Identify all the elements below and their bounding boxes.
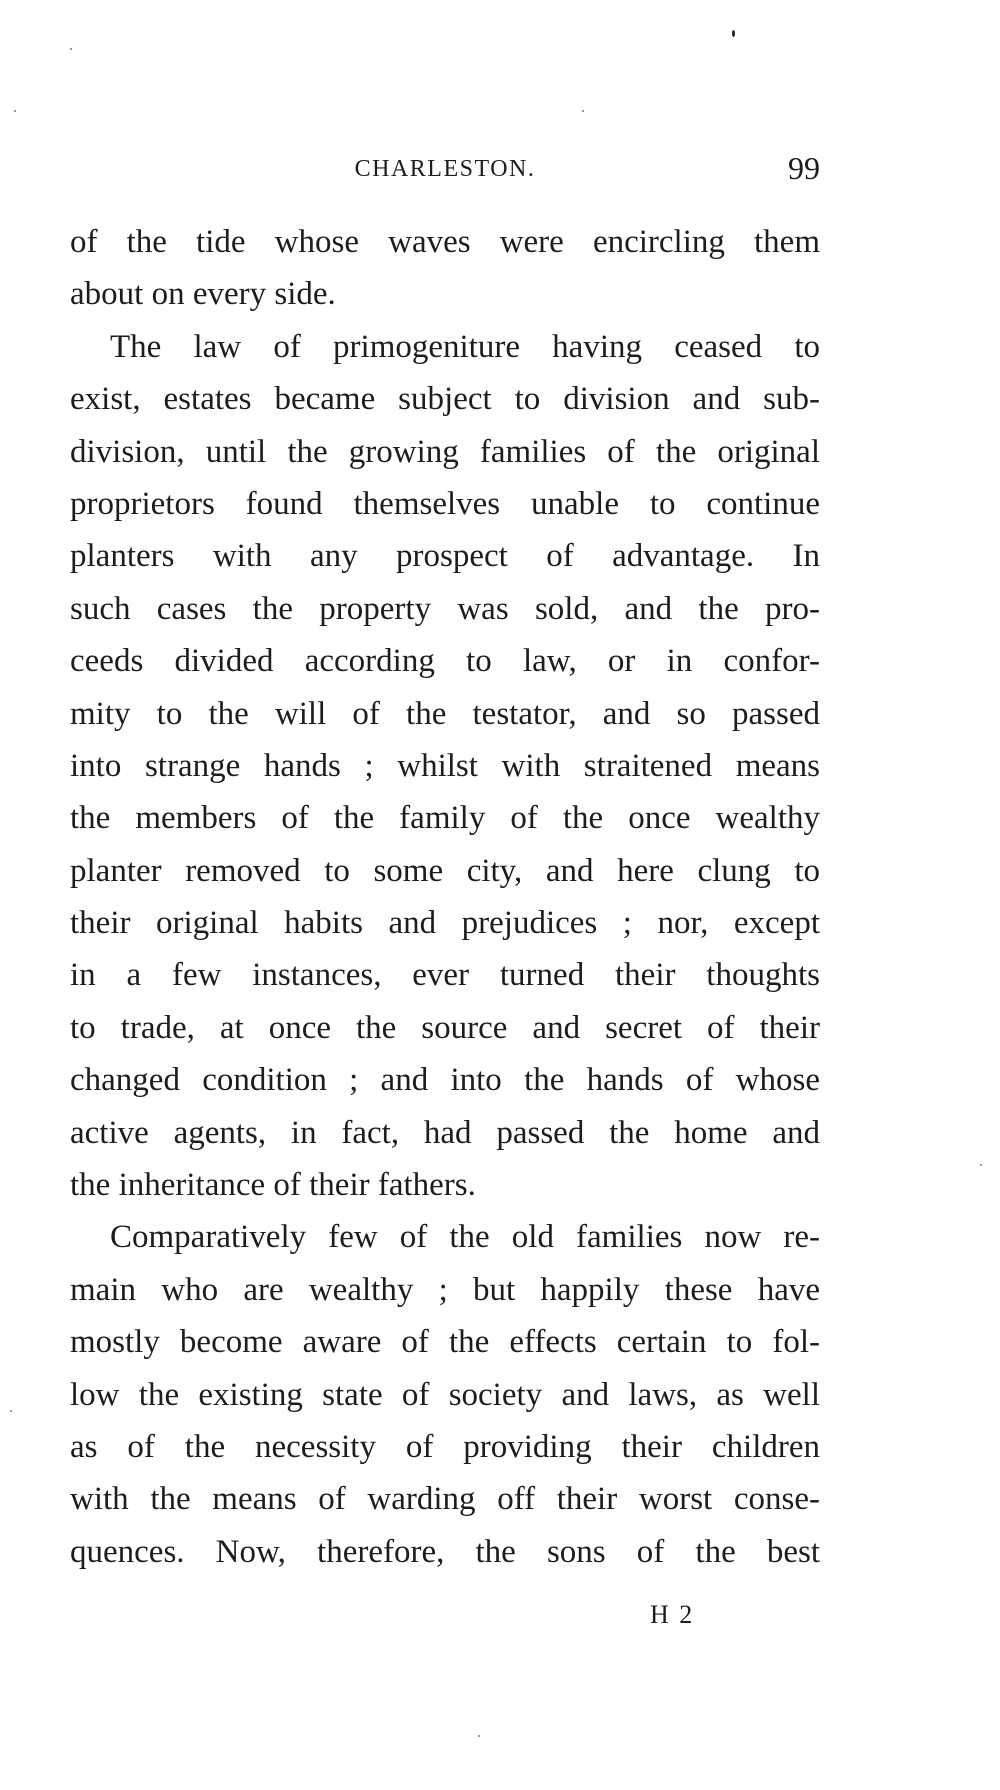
text-line: The law of primogeniture having ceased to bbox=[110, 328, 820, 365]
print-speck bbox=[732, 30, 735, 37]
page-number: 99 bbox=[788, 150, 820, 186]
text-line: division, until the growing families of the original bbox=[70, 433, 820, 470]
paragraph bbox=[70, 321, 820, 1212]
text-line: mostly become aware of the effects certain to fol- bbox=[70, 1324, 820, 1361]
text-line: planters with any prospect of advantage. In bbox=[70, 538, 820, 575]
text-line: in a few instances, ever turned their thoughts bbox=[70, 957, 820, 994]
text-line: main who are wealthy ; but happily these have bbox=[70, 1271, 820, 1308]
text-line: active agents, in fact, had passed the home and bbox=[70, 1114, 820, 1151]
print-speck bbox=[980, 1164, 982, 1166]
text-line: such cases the property was sold, and the pro- bbox=[70, 590, 820, 627]
body-text bbox=[70, 216, 820, 1578]
paragraph bbox=[70, 1211, 820, 1578]
text-line: with the means of warding off their worst conse- bbox=[70, 1481, 820, 1518]
text-line: of the tide whose waves were encircling them bbox=[70, 224, 820, 260]
print-speck bbox=[478, 1735, 480, 1737]
text-line: low the existing state of society and laws, as well bbox=[70, 1376, 820, 1413]
print-speck bbox=[582, 110, 584, 112]
text-line: ceeds divided according to law, or in confor- bbox=[70, 643, 820, 680]
text-line: about on every side. bbox=[70, 276, 336, 313]
running-head: CHARLESTON. bbox=[354, 156, 536, 182]
text-line: as of the necessity of providing their children bbox=[70, 1428, 820, 1465]
paragraph bbox=[70, 216, 820, 321]
print-speck bbox=[14, 110, 16, 112]
text-line: proprietors found themselves unable to continue bbox=[70, 485, 820, 522]
print-speck bbox=[70, 48, 72, 50]
text-line: quences. Now, therefore, the sons of the best bbox=[70, 1533, 820, 1570]
text-line: into strange hands ; whilst with straitened means bbox=[70, 747, 820, 784]
print-speck bbox=[10, 1410, 12, 1412]
text-line: changed condition ; and into the hands of whose bbox=[70, 1062, 820, 1099]
text-line: the inheritance of their fathers. bbox=[70, 1167, 476, 1204]
text-line: to trade, at once the source and secret of their bbox=[70, 1009, 820, 1046]
text-line: mity to the will of the testator, and so passed bbox=[70, 695, 820, 732]
text-line: the members of the family of the once wealthy bbox=[70, 800, 820, 837]
page-header bbox=[70, 150, 820, 194]
text-line: planter removed to some city, and here clung to bbox=[70, 852, 820, 889]
text-line: exist, estates became subject to division and sub- bbox=[70, 381, 820, 418]
signature-mark: H 2 bbox=[650, 1600, 695, 1629]
text-line: Comparatively few of the old families now re- bbox=[110, 1219, 820, 1256]
text-line: their original habits and prejudices ; nor, except bbox=[70, 905, 820, 942]
